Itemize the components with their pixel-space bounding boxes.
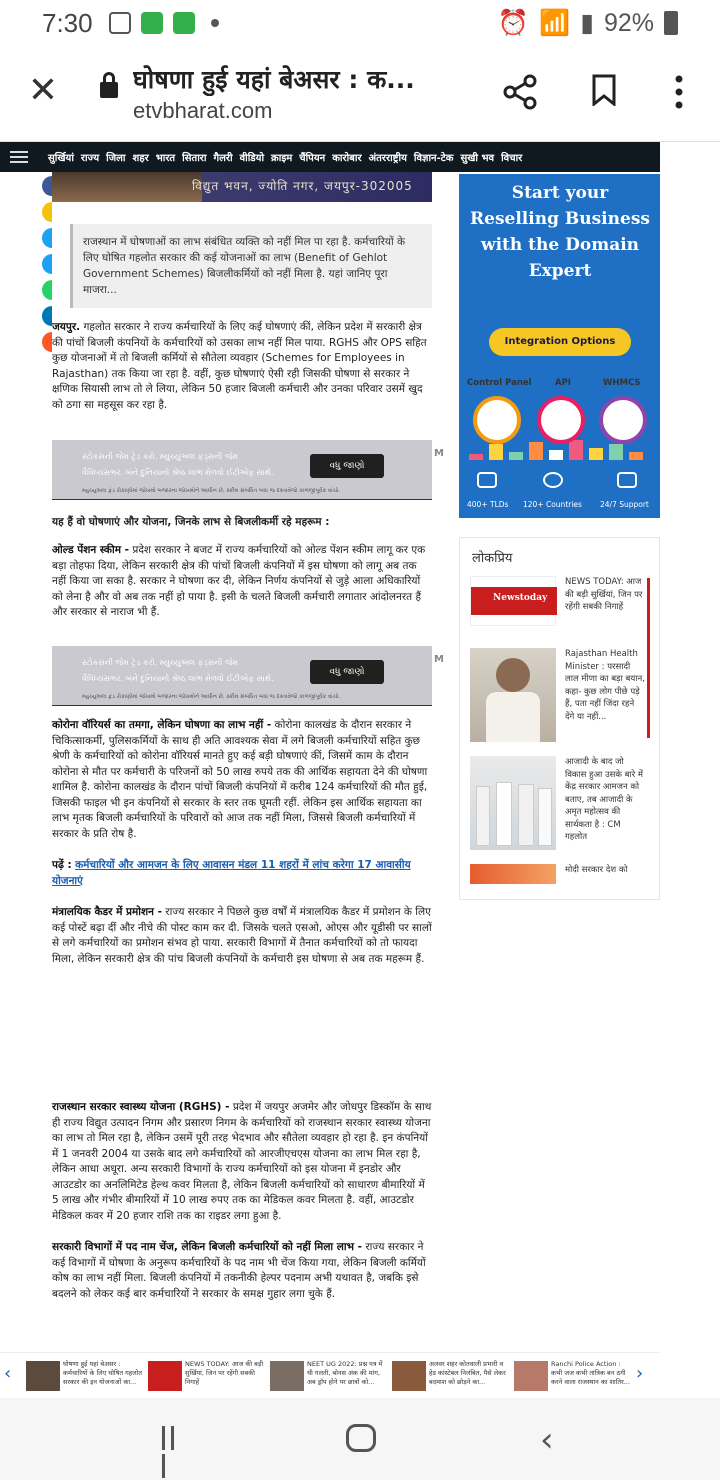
home-icon[interactable] bbox=[346, 1424, 376, 1452]
ad-label: API bbox=[555, 378, 571, 388]
facebook-share-icon[interactable] bbox=[42, 176, 52, 196]
nav-item[interactable]: वीडियो bbox=[239, 153, 265, 164]
battery-icon bbox=[664, 11, 678, 35]
dateline: जयपुर. bbox=[52, 321, 81, 333]
koo-share-icon[interactable] bbox=[42, 202, 52, 222]
paragraph-heading: ओल्ड पेंशन स्कीम - bbox=[52, 544, 130, 556]
popular-item[interactable] bbox=[470, 756, 650, 850]
popular-item-text: NEWS TODAY: आज की बड़ी सुर्खियां, जिन पर रहेंगी सबकी निगाहें bbox=[565, 577, 643, 612]
back-icon[interactable]: ‹ bbox=[540, 1420, 554, 1460]
paragraph-heading: मंत्रालयिक कैडर में प्रमोशन - bbox=[52, 906, 162, 918]
related-article-item[interactable] bbox=[148, 1359, 266, 1393]
article-paragraph bbox=[52, 543, 432, 621]
article-body bbox=[52, 1100, 432, 1318]
ad-text: વૈવિધ્યસભર. બંને દુનિયાનો શ્રેષ્ઠ લાભ મેળવો ઈટીએફ સાથે. bbox=[82, 468, 274, 477]
nav-item[interactable]: राज्य bbox=[80, 153, 100, 164]
signal-icon: ▮ bbox=[580, 9, 594, 37]
nav-item[interactable]: कारोबार bbox=[332, 153, 362, 164]
twitter-share-icon[interactable] bbox=[42, 228, 52, 248]
ad-brand-mark: M bbox=[434, 654, 444, 665]
battery-level: 92% bbox=[603, 8, 654, 37]
globe-icon bbox=[543, 472, 563, 488]
paragraph-text: प्रदेश में जयपुर अजमेर और जोधपुर डिस्कॉम के साथ ही राज्य विद्युत उत्पादन निगम और प्रसारण निगम के कर्मचारियों को राजस्थान सरकार स्वास्थ्य योजना का लाभ तो मिल रहा है, लेकिन उसमें पूरी तरह भेदभाव और सौतेला व्यवहार हो रहा है. इन कंपनियों में 1 जनवरी 2004 या उसके बाद लगे कर्मचारियों को आरजीएचएस योजना का लाभ मिल रहा है, लेकिन आधा अधूरा. अन्य सरकारी विभागों के राज्य कर्मचारियों को इस योजना में इनडोर और आउटडोर का अनलिमिटेड हेल्थ कवर मिलता है, लेकिन बिजली कर्मचारियों को साधारण बीमारियों में 5 लाख और गंभीर बीमारियों में 10 लाख रुपए तक का मेडिकल कवर मिलता है. वहीं, आउटडोर मेडिकल कवर में 20 हजार राशि तक का राइडर लगा हुआ है. bbox=[52, 1101, 432, 1222]
browser-toolbar bbox=[0, 46, 720, 142]
popular-heading: लोकप्रिय bbox=[472, 551, 513, 566]
recent-apps-icon[interactable] bbox=[162, 1426, 188, 1450]
related-article-link[interactable]: कर्मचारियों और आमजन के लिए आवासन मंडल 11 शहरों में लांच करेगा 17 आवासीय योजनाएं bbox=[52, 859, 411, 887]
popular-item[interactable] bbox=[470, 648, 650, 743]
read-more-label: पढ़ें : bbox=[52, 859, 72, 871]
person-photo bbox=[496, 658, 530, 692]
related-article-title: NEET UG 2022: प्रश्न पत्र में थी गलती, बोनस अंक की मांग, अब ड्रॉप होने पर छात्रों को... bbox=[307, 1360, 383, 1386]
page-url[interactable]: etvbharat.com bbox=[133, 98, 273, 123]
nav-item[interactable]: विचार bbox=[501, 153, 523, 164]
nav-item[interactable]: अंतरराष्ट्रीय bbox=[368, 153, 407, 164]
related-thumbnail bbox=[514, 1361, 548, 1391]
paragraph-text: गहलोत सरकार ने राज्य कर्मचारियों के लिए कई घोषणाएं कीं, लेकिन प्रदेश में सरकारी क्षेत्र की पांचों बिजली कंपनियों के कर्मचारियों को उसका लाभ नहीं मिल पाया. RGHS और OPS सहित कुछ योजनाओं में तो बिजली कर्मियों से सौतेला व्यवहार (Schemes for Employees in Rajasthan) तक किया जा रहा है. वहीं, कुछ घोषणाएं ऐसी रही जिसकी घोषणा से सरकार ने क्षणिक सियासी लाभ तो ले लिया, लेकिन 50 हजार बिजली कर्मचारी और उनका परिवार उसमें खुद को ठगा सा महसूस कर रहा है. bbox=[52, 321, 427, 411]
popular-item[interactable] bbox=[470, 864, 650, 894]
ad-feature-strip bbox=[459, 460, 660, 518]
related-article-item[interactable] bbox=[392, 1359, 510, 1393]
site-navigation bbox=[0, 142, 660, 172]
paragraph-text: प्रदेश सरकार ने बजट में राज्य कर्मचारियों को ओल्ड पेंशन स्कीम लागू कर एक बड़ा तोहफा दिया, लेकिन सरकारी क्षेत्र की पांचों बिजली कंपनियों में इस घोषणा को लागू अब तक नहीं किया जा सका है. सरकार ने घोषणा कर दी, लेकिन निर्णय कंपनियों से जुड़े आला अधिकारियों को लेना है और वो अब तक नहीं हो पाया है. इसी के चलते बिजली कर्मचारी लगातार आंदोलनरत हैं और सरकार से नाराज भी हैं. bbox=[52, 544, 426, 618]
popular-item-text: आजादी के बाद जो विकास हुआ उसके बारे में केंद्र सरकार आमजन को बताए, तब आजादी के अमृत महोत्सव की सार्थकता है : CM गहलोत bbox=[565, 757, 643, 842]
nav-item[interactable]: जिला bbox=[106, 153, 126, 164]
ad-cta-button[interactable]: વધુ જાણો bbox=[310, 454, 384, 478]
hero-signboard-text: विद्युत भवन, ज्योति नगर, जयपुर-302005 bbox=[192, 179, 413, 193]
person-photo bbox=[518, 784, 534, 846]
article-body bbox=[52, 718, 432, 983]
article-summary: राजस्थान में घोषणाओं का लाभ संबंधित व्यक्ति को नहीं मिल पा रहा है. कर्मचारियों के लिए घोषित गहलोत सरकार की कई योजनाओं का लाभ (Benefit of Gehlot Government Schemes) बिजलीकर्मियों को नहीं मिला है. यहां जानिए पूरा माजरा... bbox=[70, 224, 432, 308]
api-icon bbox=[537, 396, 585, 444]
hero-photo-area bbox=[52, 172, 202, 202]
article-paragraph bbox=[52, 320, 432, 413]
nav-item[interactable]: सुर्खियां bbox=[48, 153, 74, 164]
linkedin-share-icon[interactable] bbox=[42, 306, 52, 326]
ad-feature: 120+ Countries bbox=[523, 500, 582, 509]
paragraph-text: राज्य सरकार ने कई विभागों में घोषणा के अनुरूप कर्मचारियों के पद नाम भी चेंज किया गया, लेकिन बिजली कर्मियों कोष का लाभ नहीं मिला. बिजली कंपनियों में तकनीकी हेल्पर पदनाम अभी यथावत है, जबकि इसे बदलने को लेकर कई बार कर्मचारियों ने सरकार के समक्ष गुहार लगा चुके हैं. bbox=[52, 1241, 426, 1300]
control-panel-icon bbox=[473, 396, 521, 444]
email-share-icon[interactable] bbox=[42, 332, 52, 352]
lock-icon[interactable] bbox=[100, 80, 118, 100]
support-icon bbox=[617, 472, 637, 488]
chevron-right-icon[interactable]: › bbox=[636, 1363, 644, 1384]
popular-thumbnail bbox=[470, 576, 556, 626]
related-article-title: Ranchi Police Action : कभी जज कभी तांत्रिक बन ठगी करने वाला राजस्थान का शातिर... bbox=[551, 1360, 630, 1386]
related-thumbnail bbox=[392, 1361, 426, 1391]
related-article-title: अलवर शहर कोतवाली प्रभारी व हेड कांस्टेबल निलंबित, पैसे लेकर बदमाश को छोड़ने का... bbox=[429, 1360, 506, 1386]
person-photo bbox=[538, 788, 552, 846]
alarm-icon: ⏰ bbox=[497, 8, 530, 37]
nav-item[interactable]: सितारा bbox=[182, 153, 207, 164]
related-thumbnail bbox=[270, 1361, 304, 1391]
more-options-icon[interactable] bbox=[672, 74, 686, 110]
article-hero-image bbox=[52, 172, 432, 202]
article-body bbox=[52, 320, 432, 429]
chevron-left-icon[interactable]: ‹ bbox=[4, 1363, 12, 1384]
person-photo bbox=[496, 782, 512, 846]
person-photo-body bbox=[486, 692, 540, 742]
paragraph-text: कोरोना कालखंड के दौरान सरकार ने चिकित्साकर्मी, पुलिसकर्मियों के साथ ही अति आवश्यक सेवा में लगे बिजली कर्मचारियों सहित कुछ श्रेणी के कर्मचारियों को कोरोना वॉरियर्स मानते हुए कई बड़ी घोषणाएं कीं, जिसमें काम के दौरान कोरोना से मौत पर कर्मचारी के परिजनों को 50 लाख रुपये तक की आर्थिक सहायता देने की घोषणा शामिल है. कोरोना कालखंड के दौरान पांचों बिजली कंपनियों में करीब 124 कर्मचारियों की मौत हुई, जिसकी फाइल भी इन कंपनियों से सरकार के स्तर तक घूमती रहीं. लेकिन इस आर्थिक सहायता का लाभ मृतक बिजली कर्मचारियों के परिवारों को आज तक नहीं मिला, जिससे बिजली कर्मचारियों में सरकार के प्रति रोष है. bbox=[52, 719, 428, 840]
related-article-item[interactable] bbox=[514, 1359, 632, 1393]
app-notification-icon bbox=[141, 12, 163, 34]
popular-thumbnail bbox=[470, 756, 556, 850]
telegram-share-icon[interactable] bbox=[42, 254, 52, 274]
nav-item[interactable]: गैलरी bbox=[213, 153, 233, 164]
sidebar-advertisement[interactable] bbox=[459, 174, 660, 518]
ad-feature: 400+ TLDs bbox=[467, 500, 509, 509]
nav-item[interactable]: चैंपियन bbox=[299, 153, 326, 164]
menu-icon[interactable] bbox=[10, 151, 28, 163]
nav-item[interactable]: भारत bbox=[155, 153, 176, 164]
integration-options-button[interactable]: Integration Options bbox=[489, 328, 631, 356]
ad-label: WHMCS bbox=[603, 378, 641, 388]
app-notification-icon-2 bbox=[173, 12, 195, 34]
ad-text: સ્ટોકસની જેમ ટ્રેડ કરો. મ્યુચ્યુઅલ ફંડ્સની જેમ bbox=[82, 452, 239, 461]
ad-label: Control Panel bbox=[467, 378, 532, 388]
article-paragraph bbox=[52, 905, 432, 967]
paragraph-text: राज्य सरकार ने पिछले कुछ वर्षों में मंत्रालयिक कैडर में प्रमोशन के लिए कई पोस्टें बढ़ा दीं और नीचे की पोस्ट काम कर दी. जिसके चलते एसओ, ओएस और यूडीसी पर सालों से लगे कर्मचारियों का प्रमोशन संभव हो पाया. सरकारी विभागों में तैनात कर्मचारियों को तो फायदा मिला, लेकिन सरकारी क्षेत्र की पांच बिजली कंपनियों के कर्मचारी इस घोषणा से अब तक महरूम हैं. bbox=[52, 906, 432, 965]
ad-feature: 24/7 Support bbox=[600, 500, 649, 509]
article-paragraph bbox=[52, 1100, 432, 1224]
popular-thumbnail bbox=[470, 864, 556, 884]
social-share-strip bbox=[42, 176, 52, 358]
paragraph-heading: कोरोना वॉरियर्स का तमगा, लेकिन घोषणा का लाभ नहीं - bbox=[52, 719, 272, 731]
nav-item[interactable]: शहर bbox=[132, 153, 149, 164]
bookmark-icon[interactable] bbox=[592, 74, 616, 106]
inline-advertisement[interactable] bbox=[52, 440, 444, 500]
paragraph-heading: सरकारी विभागों में पद नाम चेंज, लेकिन बिजली कर्मचारियों को नहीं मिला लाभ - bbox=[52, 1241, 363, 1253]
related-thumbnail bbox=[148, 1361, 182, 1391]
share-icon[interactable] bbox=[502, 74, 538, 110]
article-paragraph bbox=[52, 718, 432, 842]
related-article-item[interactable] bbox=[26, 1359, 144, 1393]
nav-item[interactable]: क्राइम bbox=[271, 153, 293, 164]
popular-thumbnail bbox=[470, 648, 556, 742]
article-paragraph bbox=[52, 1240, 432, 1302]
article-body bbox=[52, 543, 432, 637]
ad-disclaimer: મ્યુચ્યુઅલ ફંડ રોકાણોમાં જોખમો બજારના જોખમોને આધીન છે, સ્કીમ સંબંધિત બધા જ દસ્તાવેજો કાળજીપૂર્વક વાંચો. bbox=[82, 694, 341, 700]
person-photo bbox=[476, 786, 490, 846]
read-more bbox=[52, 858, 432, 889]
inline-advertisement[interactable] bbox=[52, 646, 444, 706]
status-bar bbox=[0, 0, 720, 46]
related-article-title: घोषणा हुई यहां बेअसर : कर्मचारियों के लिए घोषित गहलोत सरकार की इन योजनाओं का... bbox=[63, 1360, 143, 1386]
related-article-item[interactable] bbox=[270, 1359, 388, 1393]
ad-brand-mark: M bbox=[434, 448, 444, 459]
newstoday-logo-text: Newstoday bbox=[493, 593, 548, 603]
whatsapp-share-icon[interactable] bbox=[42, 280, 52, 300]
whmcs-icon bbox=[599, 396, 647, 444]
paragraph-heading: राजस्थान सरकार स्वास्थ्य योजना (RGHS) - bbox=[52, 1101, 230, 1113]
ad-headline: Start your Reselling Business with the Domain Expert bbox=[470, 183, 650, 281]
more-notifications-icon bbox=[211, 19, 219, 27]
ad-cta-button[interactable]: વધુ જાણો bbox=[310, 660, 384, 684]
wifi-icon: 📶 bbox=[539, 8, 571, 37]
popular-item-text: Rajasthan Health Minister : परसादी लाल मीणा का बड़ा बयान, कहा- कुछ लोग पीछे पड़े हैं, पता नहीं जिंदा रहने देंगे या नहीं... bbox=[565, 649, 645, 722]
popular-item-text: मोदी सरकार देश को bbox=[565, 865, 628, 875]
ad-text: સ્ટોકસની જેમ ટ્રેડ કરો. મ્યુચ્યુઅલ ફંડ્સની જેમ bbox=[82, 658, 239, 667]
related-article-title: NEWS TODAY: आज की बड़ी सुर्खियां, जिन पर रहेंगी सबकी निगाहें bbox=[185, 1360, 264, 1386]
page-title[interactable]: घोषणा हुई यहां बेअसर : क... bbox=[133, 65, 415, 94]
popular-news-box bbox=[459, 537, 660, 900]
gallery-notification-icon bbox=[109, 12, 131, 34]
related-thumbnail bbox=[26, 1361, 60, 1391]
section-heading: यह हैं वो घोषणाएं और योजना, जिनके लाभ से बिजलीकर्मी रहे महरूम : bbox=[52, 516, 330, 528]
tld-icon bbox=[477, 472, 497, 488]
ad-disclaimer: મ્યુચ્યુઅલ ફંડ રોકાણોમાં જોખમો બજારના જોખમોને આધીન છે, સ્કીમ સંબંધિત બધા જ દસ્તાવેજો કાળજીપૂર્વક વાંચો. bbox=[82, 488, 341, 494]
system-navigation-bar bbox=[0, 1398, 720, 1480]
status-time: 7:30 bbox=[42, 7, 93, 38]
related-articles-strip bbox=[0, 1352, 660, 1396]
ad-text: વૈવિધ્યસભર. બંને દુનિયાનો શ્રેષ્ઠ લાભ મેળવો ઈટીએફ સાથે. bbox=[82, 674, 274, 683]
popular-item[interactable] bbox=[470, 576, 650, 636]
close-icon[interactable]: ✕ bbox=[27, 70, 59, 111]
nav-item[interactable]: सुखी भव bbox=[460, 153, 495, 164]
nav-item[interactable]: विज्ञान-टेक bbox=[413, 153, 454, 164]
